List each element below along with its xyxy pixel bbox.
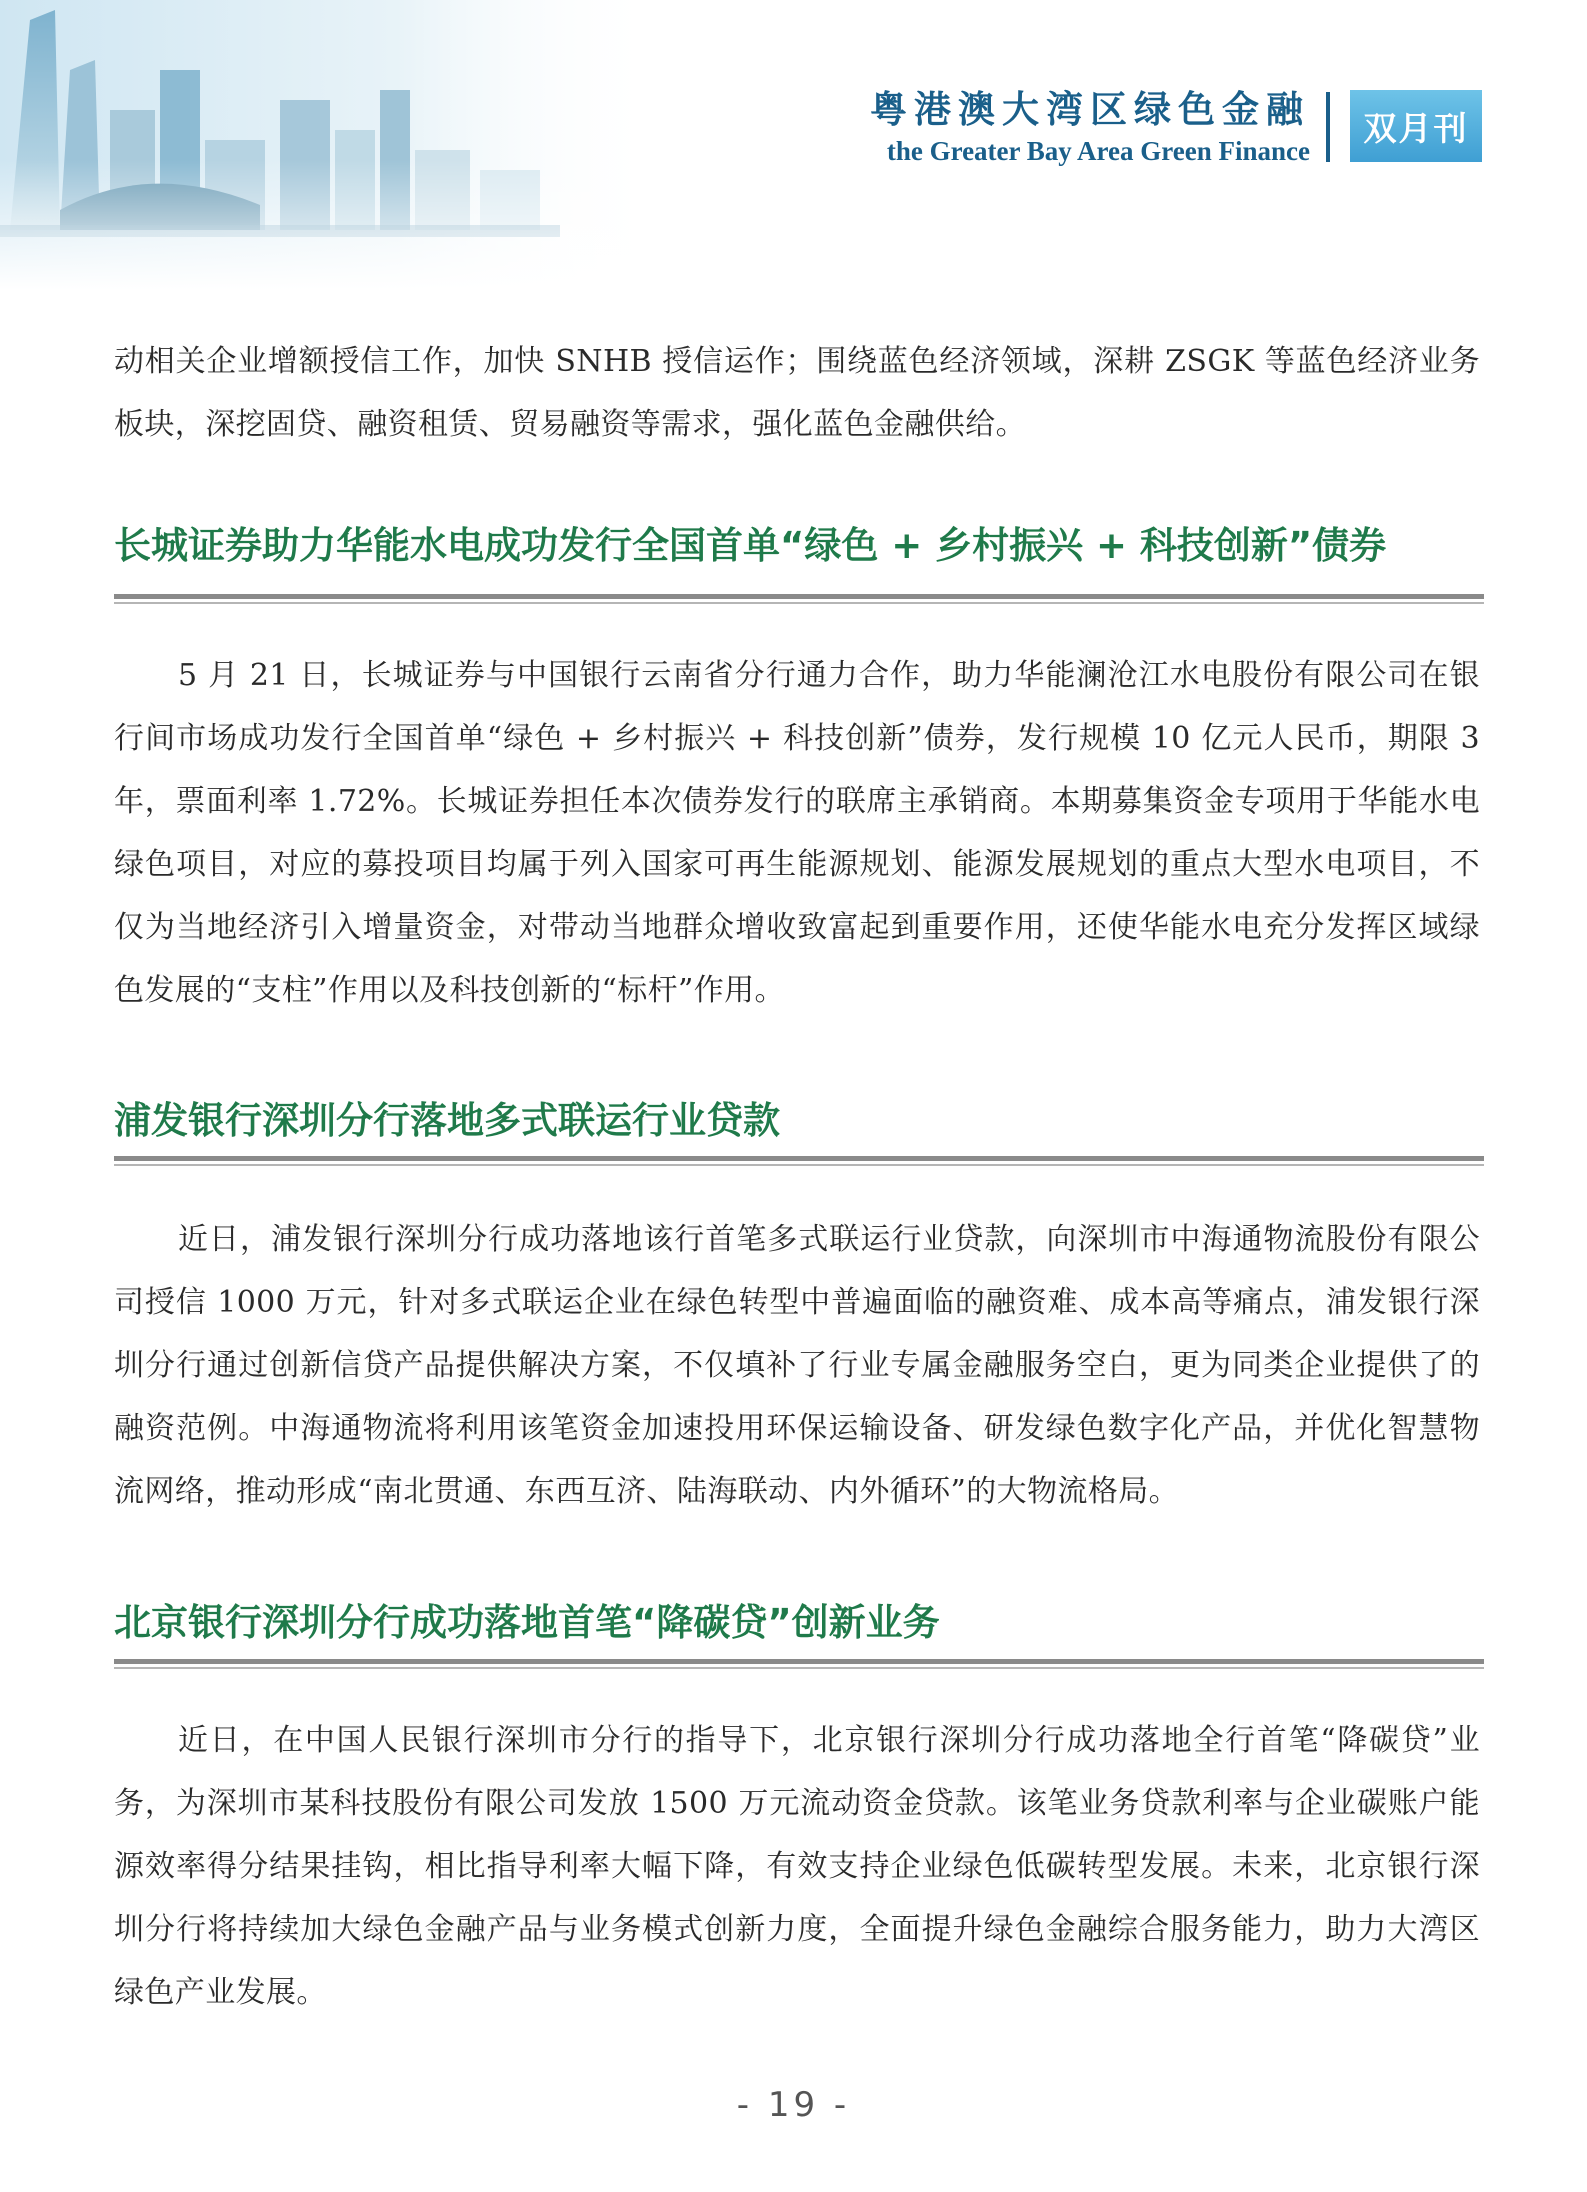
article-2-body: 近日，浦发银行深圳分行成功落地该行首笔多式联运行业贷款，向深圳市中海通物流股份有限公司授信 1000 万元，针对多式联运企业在绿色转型中普遍面临的融资难、成本高等痛点，浦发银行深圳分行通过创新信贷产品提供解决方案，不仅填补了行业专属金融服务空白，更为同类企业提供了的融资范例。中海通物流将利用该笔资金加速投用环保运输设备、研发绿色数字化产品，并优化智慧物流网络，推动形成“南北贯通、东西互济、陆海联动、内外循环”的大物流格局。	[114, 1222, 1480, 1509]
article-3-rule	[114, 1659, 1484, 1669]
page-number: - 19 -	[736, 2085, 851, 2125]
publication-title	[870, 84, 1310, 168]
publication-title-cn: 粤港澳大湾区绿色金融	[870, 87, 1310, 131]
publication-title-en: the Greater Bay Area Green Finance	[886, 136, 1310, 166]
city-skyline-illustration	[0, 0, 660, 290]
article-2-title: 浦发银行深圳分行落地多式联运行业贷款	[114, 1099, 780, 1142]
intro-paragraph: 动相关企业增额授信工作，加快 SNHB 授信运作；围绕蓝色经济领域，深耕 ZSGK 等蓝色经济业务板块，深挖固贷、融资租赁、贸易融资等需求，强化蓝色金融供给。	[114, 344, 1480, 442]
header-divider	[1326, 92, 1330, 162]
article-2-rule	[114, 1156, 1484, 1166]
article-3-body: 近日，在中国人民银行深圳市分行的指导下，北京银行深圳分行成功落地全行首笔“降碳贷”业务，为深圳市某科技股份有限公司发放 1500 万元流动资金贷款。该笔业务贷款利率与企业碳账户能源效率得分结果挂钩，相比指导利率大幅下降，有效支持企业绿色低碳转型发展。未来，北京银行深圳分行将持续加大绿色金融产品与业务模式创新力度，全面提升绿色金融综合服务能力，助力大湾区绿色产业发展。	[114, 1723, 1480, 2010]
article-3-title: 北京银行深圳分行成功落地首笔“降碳贷”创新业务	[114, 1601, 940, 1644]
article-1-body: 5 月 21 日，长城证券与中国银行云南省分行通力合作，助力华能澜沧江水电股份有限公司在银行间市场成功发行全国首单“绿色 + 乡村振兴 + 科技创新”债券，发行规模 10 亿元人民币，期限 3 年，票面利率 1.72%。长城证券担任本次债券发行的联席主承销商。本期募集资金专项用于华能水电绿色项目，对应的募投项目均属于列入国家可再生能源规划、能源发展规划的重点大型水电项目，不仅为当地经济引入增量资金，对带动当地群众增收致富起到重要作用，还使华能水电充分发挥区域绿色发展的“支柱”作用以及科技创新的“标杆”作用。	[114, 658, 1480, 1008]
article-1-title: 长城证券助力华能水电成功发行全国首单“绿色 + 乡村振兴 + 科技创新”债券	[114, 524, 1387, 567]
issue-badge: 双月刊	[1350, 90, 1482, 162]
article-1-rule	[114, 594, 1484, 604]
